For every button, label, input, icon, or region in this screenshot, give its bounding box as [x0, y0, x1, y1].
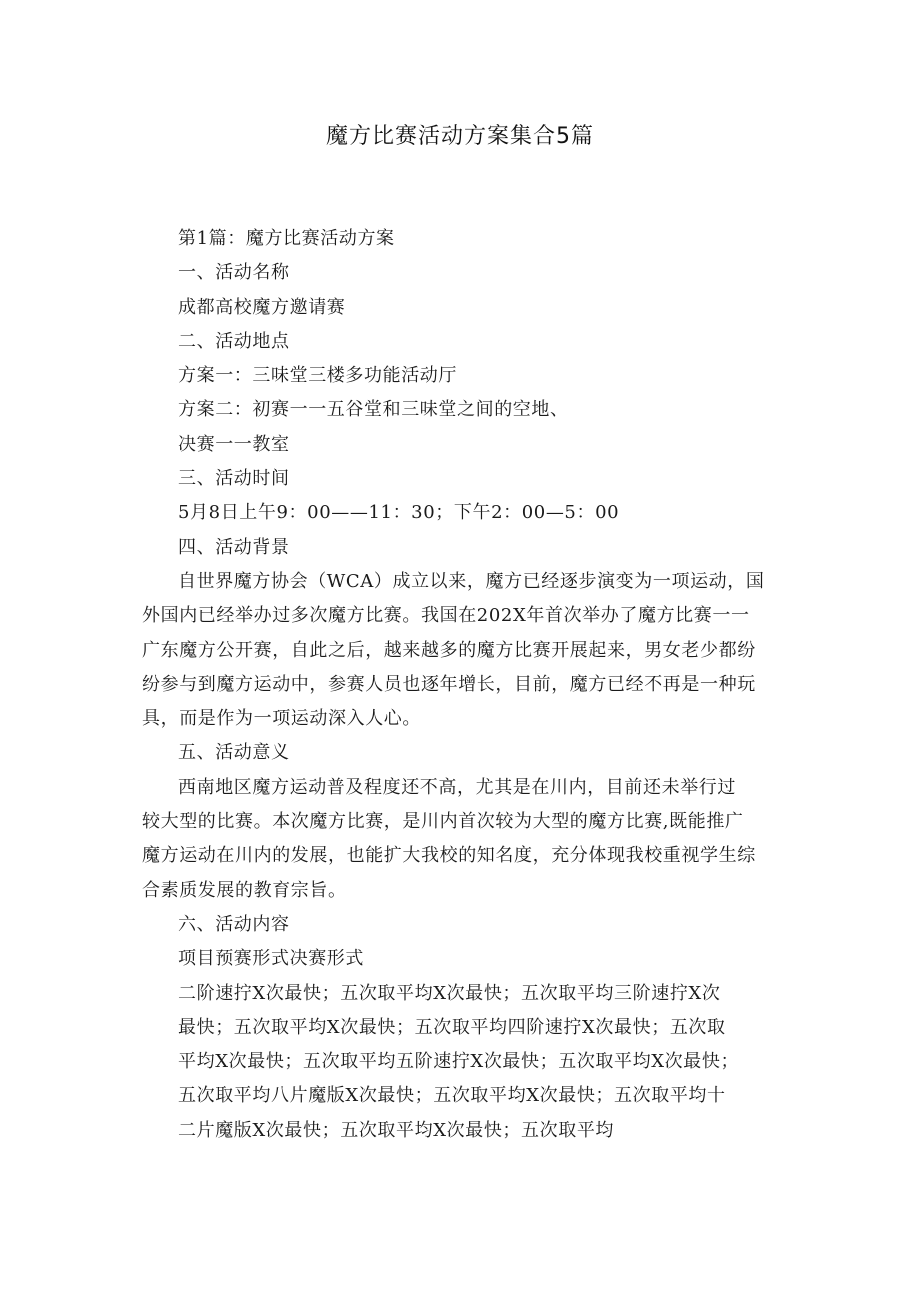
- content-line-4: 五次取平均八片魔版X次最快；五次取平均X次最快；五次取平均十: [178, 1085, 726, 1107]
- location-plan-1: 方案一：三味堂三楼多功能活动厅: [178, 365, 457, 387]
- document-title: 魔方比赛活动方案集合5篇: [326, 124, 594, 149]
- background-line-2: 外国内已经举办过多次魔方比赛。我国在202X年首次举办了魔方比赛一一: [142, 605, 750, 627]
- section-heading-location: 二、活动地点: [178, 330, 290, 352]
- content-intro: 项目预赛形式决赛形式: [178, 948, 364, 970]
- content-line-1: 二阶速拧X次最快；五次取平均X次最快；五次取平均三阶速拧X次: [178, 982, 721, 1004]
- activity-name: 成都高校魔方邀请赛: [178, 296, 346, 318]
- activity-time: 5月8日上午9：00——11：30；下午2：00—5：00: [178, 502, 620, 524]
- chapter-heading: 第1篇：魔方比赛活动方案: [178, 228, 395, 249]
- content-paragraph: [178, 977, 796, 1148]
- section-heading-background: 四、活动背景: [178, 536, 290, 558]
- location-plan-2-final: 决赛一一教室: [178, 433, 290, 455]
- meaning-line-3: 魔方运动在川内的发展，也能扩大我校的知名度，充分体现我校重视学生综: [142, 845, 756, 867]
- meaning-line-2: 较大型的比赛。本次魔方比赛，是川内首次较为大型的魔方比赛,既能推广: [142, 811, 744, 833]
- background-line-5: 具，而是作为一项运动深入人心。: [142, 708, 421, 730]
- section-heading-meaning: 五、活动意义: [178, 742, 290, 764]
- section-heading-time: 三、活动时间: [178, 468, 290, 490]
- content-line-3: 平均X次最快；五次取平均五阶速拧X次最快；五次取平均X次最快；: [178, 1051, 740, 1073]
- content-line-5: 二片魔版X次最快；五次取平均X次最快；五次取平均: [178, 1119, 615, 1141]
- background-paragraph: [142, 565, 796, 736]
- meaning-paragraph: [142, 771, 796, 908]
- section-heading-content: 六、活动内容: [178, 913, 290, 935]
- meaning-line-4: 合素质发展的教育宗旨。: [142, 879, 347, 901]
- location-plan-2: 方案二：初赛一一五谷堂和三味堂之间的空地、: [178, 399, 569, 421]
- document-body: [142, 222, 796, 1148]
- background-line-4: 纷参与到魔方运动中，参赛人员也逐年增长，目前，魔方已经不再是一种玩: [142, 673, 756, 695]
- background-line-1: 自世界魔方协会（WCA）成立以来，魔方已经逐步演变为一项运动，国: [178, 570, 765, 592]
- section-heading-name: 一、活动名称: [178, 262, 290, 284]
- meaning-line-1: 西南地区魔方运动普及程度还不高，尤其是在川内，目前还未举行过: [178, 776, 736, 798]
- background-line-3: 广东魔方公开赛，自此之后，越来越多的魔方比赛开展起来，男女老少都纷: [142, 639, 756, 661]
- content-line-2: 最快；五次取平均X次最快；五次取平均四阶速拧X次最快；五次取: [178, 1016, 726, 1038]
